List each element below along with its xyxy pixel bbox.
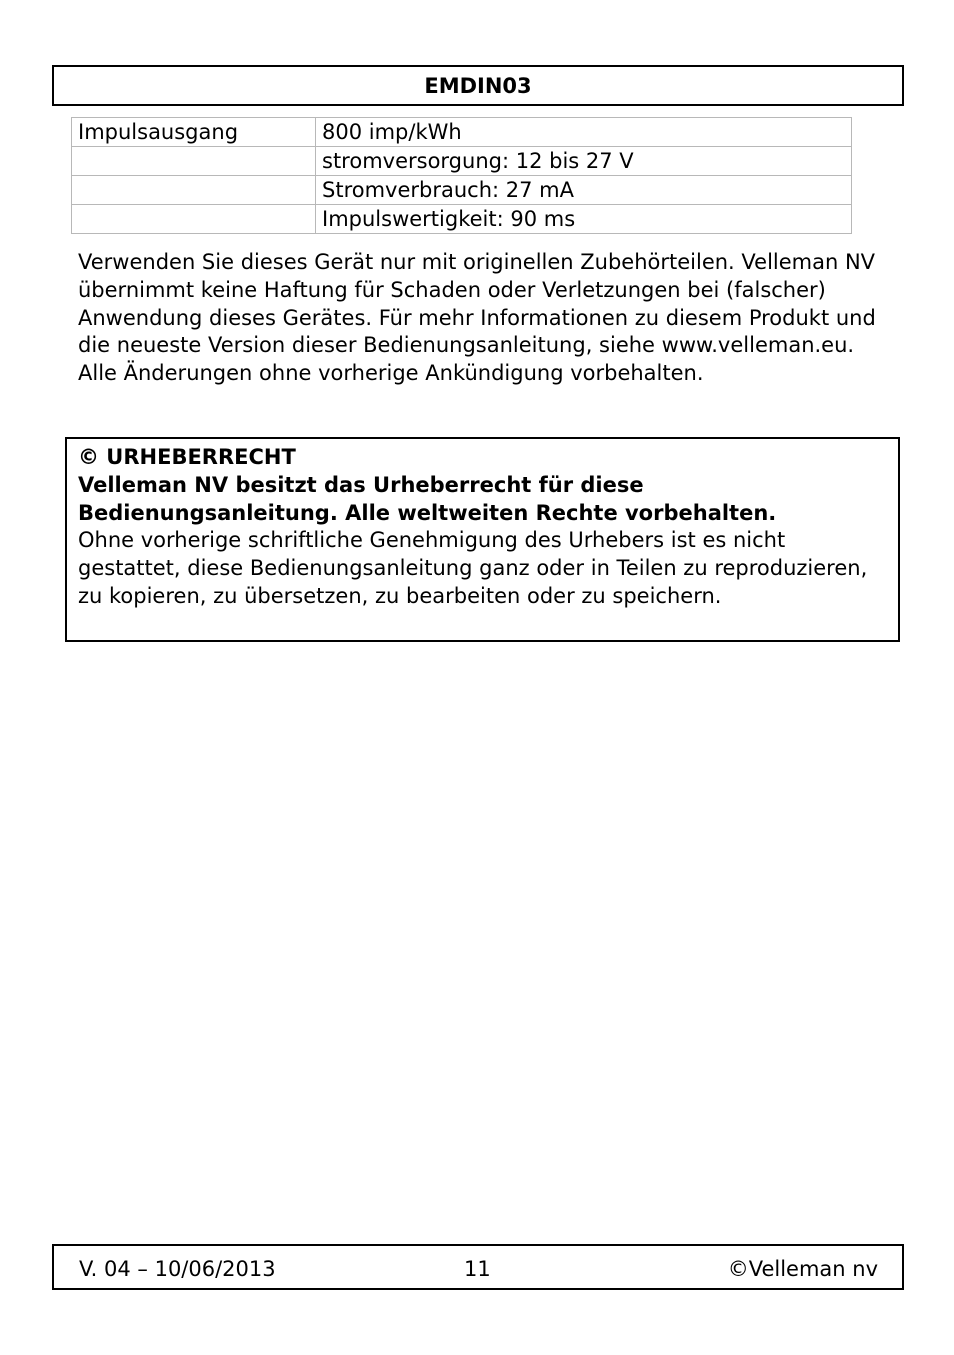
model-title: EMDIN03 (424, 73, 532, 98)
spec-value: Impulswertigkeit: 90 ms (316, 205, 852, 234)
page-header (52, 65, 904, 106)
copyright-heading: © URHEBERRECHT (78, 445, 296, 469)
spec-label (72, 176, 316, 205)
spec-label (72, 205, 316, 234)
copyright-bold-line-1: Velleman NV besitzt das Urheberrecht für diese (78, 472, 644, 497)
copyright-bold-line-2: Bedienungsanleitung. Alle weltweiten Rechte vorbehalten. (78, 500, 777, 525)
spec-value: 800 imp/kWh (316, 118, 852, 147)
table-row (72, 118, 852, 147)
footer-brand: ©Velleman nv (727, 1257, 878, 1281)
page-footer (52, 1244, 904, 1290)
spec-table (71, 117, 852, 234)
disclaimer-paragraph: Verwenden Sie dieses Gerät nur mit originellen Zubehörteilen. Velleman NV übernimmt keine Haftung für Schaden oder Verletzungen bei (falscher) Anwendung dieses Gerätes. Für mehr Informationen zu diesem Produkt und die neueste Version dieser Bedienungsanleitung, siehe www.velleman.eu. Alle Änderungen ohne vorherige Ankündigung vorbehalten. (78, 250, 876, 386)
footer-version: V. 04 – 10/06/2013 (79, 1257, 276, 1281)
table-row (72, 205, 852, 234)
copyright-box (65, 437, 900, 642)
copyright-body: Ohne vorherige schriftliche Genehmigung des Urhebers ist es nicht gestattet, diese Bedienungsanleitung ganz oder in Teilen zu reproduzieren, zu kopieren, zu übersetzen, zu bearbeiten oder zu speichern. (78, 528, 868, 608)
table-row (72, 147, 852, 176)
spec-value: Stromverbrauch: 27 mA (316, 176, 852, 205)
spec-label (72, 147, 316, 176)
spec-value: stromversorgung: 12 bis 27 V (316, 147, 852, 176)
footer-page-number: 11 (464, 1257, 491, 1281)
spec-label: Impulsausgang (72, 118, 316, 147)
table-row (72, 176, 852, 205)
